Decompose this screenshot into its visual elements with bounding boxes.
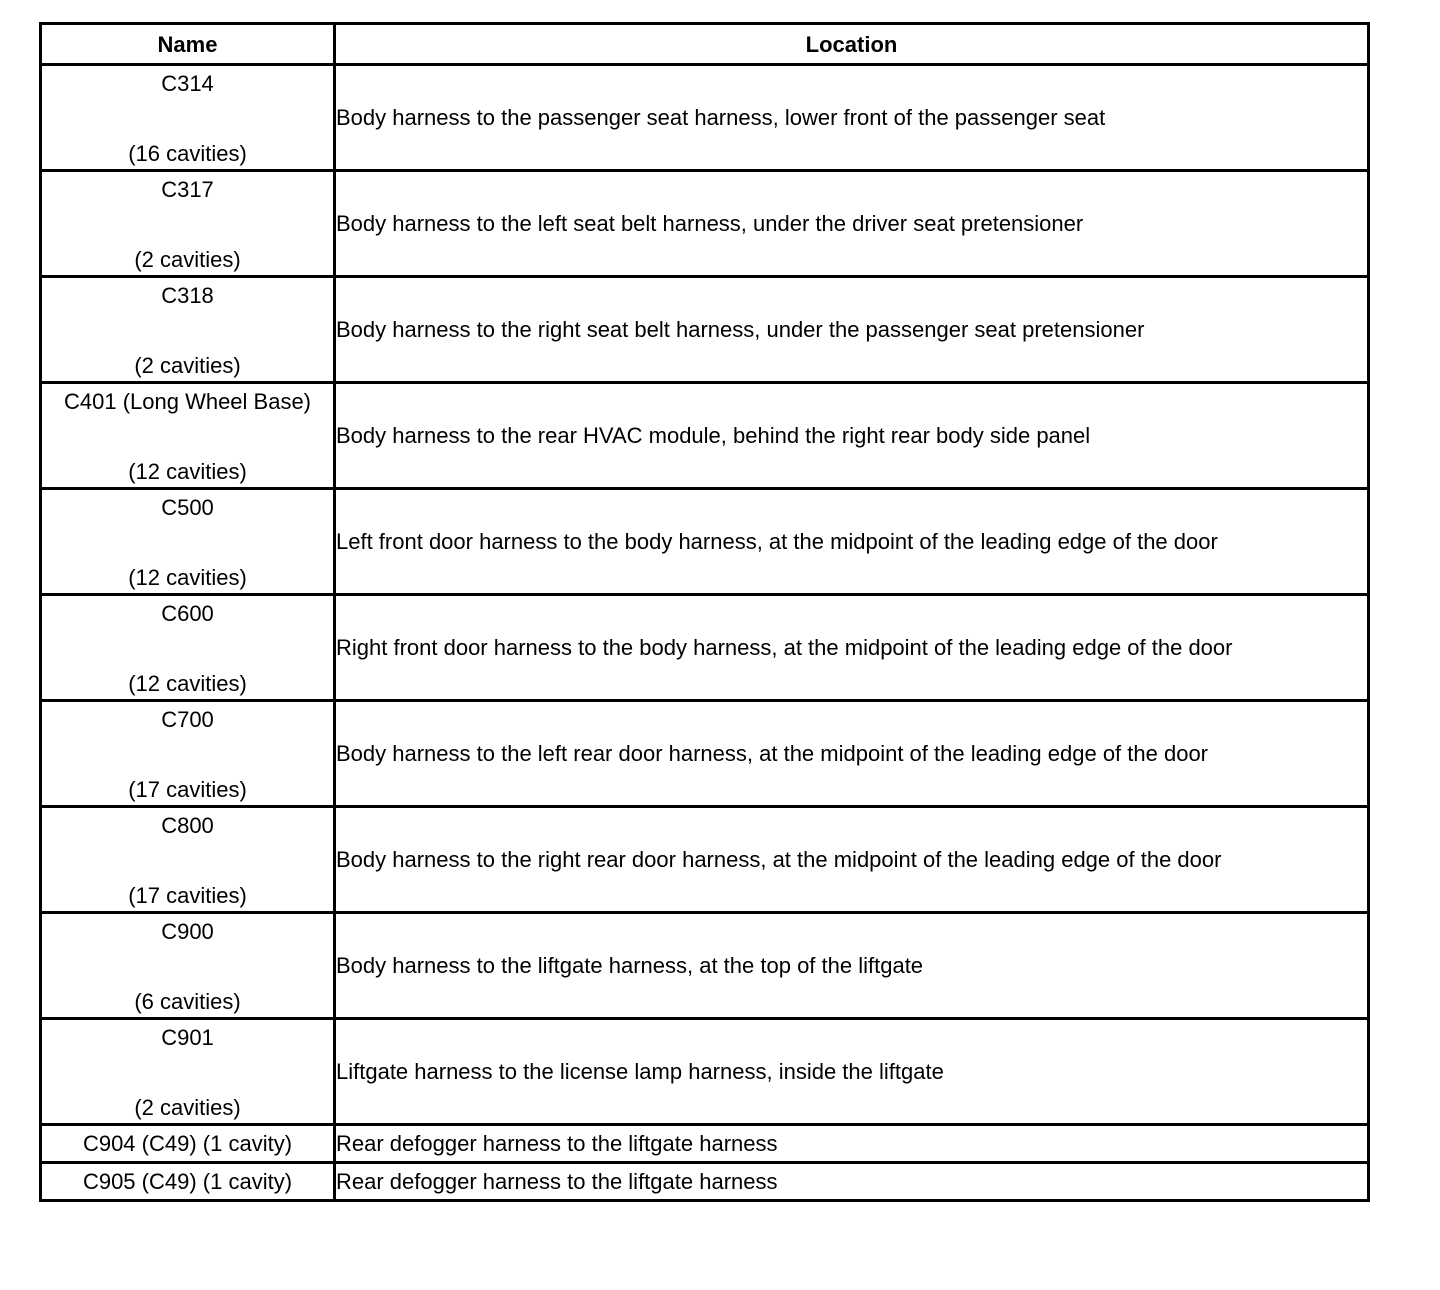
connector-name-cell	[41, 171, 335, 277]
connector-cavities: (2 cavities)	[134, 353, 241, 378]
connector-name: C317	[161, 177, 214, 202]
connector-name-cell	[41, 65, 335, 171]
connector-location: Body harness to the left rear door harness, at the midpoint of the leading edge of the door	[335, 701, 1369, 807]
connector-location: Rear defogger harness to the liftgate harness	[335, 1125, 1369, 1163]
connector-location: Body harness to the liftgate harness, at the top of the liftgate	[335, 913, 1369, 1019]
connector-name-cell	[41, 913, 335, 1019]
connector-location: Body harness to the left seat belt harness, under the driver seat pretensioner	[335, 171, 1369, 277]
connector-name: C800	[161, 813, 214, 838]
connector-name-cell	[41, 595, 335, 701]
connector-location: Left front door harness to the body harness, at the midpoint of the leading edge of the door	[335, 489, 1369, 595]
connector-name: C318	[161, 283, 214, 308]
connector-location: Liftgate harness to the license lamp harness, inside the liftgate	[335, 1019, 1369, 1125]
table-row	[41, 1163, 1369, 1201]
connector-name: C901	[161, 1025, 214, 1050]
connector-name-cell	[41, 489, 335, 595]
connector-location: Body harness to the passenger seat harness, lower front of the passenger seat	[335, 65, 1369, 171]
connector-name: C900	[161, 919, 214, 944]
connector-cavities: (2 cavities)	[134, 1095, 241, 1120]
connector-name: C401 (Long Wheel Base)	[63, 389, 312, 414]
connector-name-cell	[41, 807, 335, 913]
table-row	[41, 277, 1369, 383]
connector-name-cell	[41, 383, 335, 489]
connector-name: C905 (C49) (1 cavity)	[41, 1163, 335, 1201]
connector-name-cell	[41, 1019, 335, 1125]
table-row	[41, 65, 1369, 171]
table-row	[41, 1125, 1369, 1163]
connector-location: Right front door harness to the body harness, at the midpoint of the leading edge of the door	[335, 595, 1369, 701]
connector-cavities: (17 cavities)	[128, 883, 247, 908]
connector-cavities: (6 cavities)	[134, 989, 241, 1014]
header-location: Location	[335, 24, 1369, 65]
header-name: Name	[41, 24, 335, 65]
table-row	[41, 171, 1369, 277]
connector-location: Body harness to the right seat belt harness, under the passenger seat pretensioner	[335, 277, 1369, 383]
table-row	[41, 383, 1369, 489]
connector-name: C700	[161, 707, 214, 732]
connector-name-cell	[41, 701, 335, 807]
connector-cavities: (17 cavities)	[128, 777, 247, 802]
connector-cavities: (2 cavities)	[134, 247, 241, 272]
connector-table	[39, 22, 1370, 1202]
table-row	[41, 1019, 1369, 1125]
connector-name: C314	[161, 71, 214, 96]
table-row	[41, 913, 1369, 1019]
connector-name: C500	[161, 495, 214, 520]
connector-cavities: (12 cavities)	[128, 565, 247, 590]
table-row	[41, 701, 1369, 807]
connector-cavities: (16 cavities)	[128, 141, 247, 166]
table-row	[41, 489, 1369, 595]
connector-location: Body harness to the right rear door harness, at the midpoint of the leading edge of the door	[335, 807, 1369, 913]
table-row	[41, 595, 1369, 701]
connector-location: Rear defogger harness to the liftgate harness	[335, 1163, 1369, 1201]
connector-cavities: (12 cavities)	[128, 671, 247, 696]
header-row	[41, 24, 1369, 65]
connector-cavities: (12 cavities)	[128, 459, 247, 484]
connector-location: Body harness to the rear HVAC module, behind the right rear body side panel	[335, 383, 1369, 489]
connector-name: C600	[161, 601, 214, 626]
connector-name: C904 (C49) (1 cavity)	[41, 1125, 335, 1163]
connector-name-cell	[41, 277, 335, 383]
table-row	[41, 807, 1369, 913]
